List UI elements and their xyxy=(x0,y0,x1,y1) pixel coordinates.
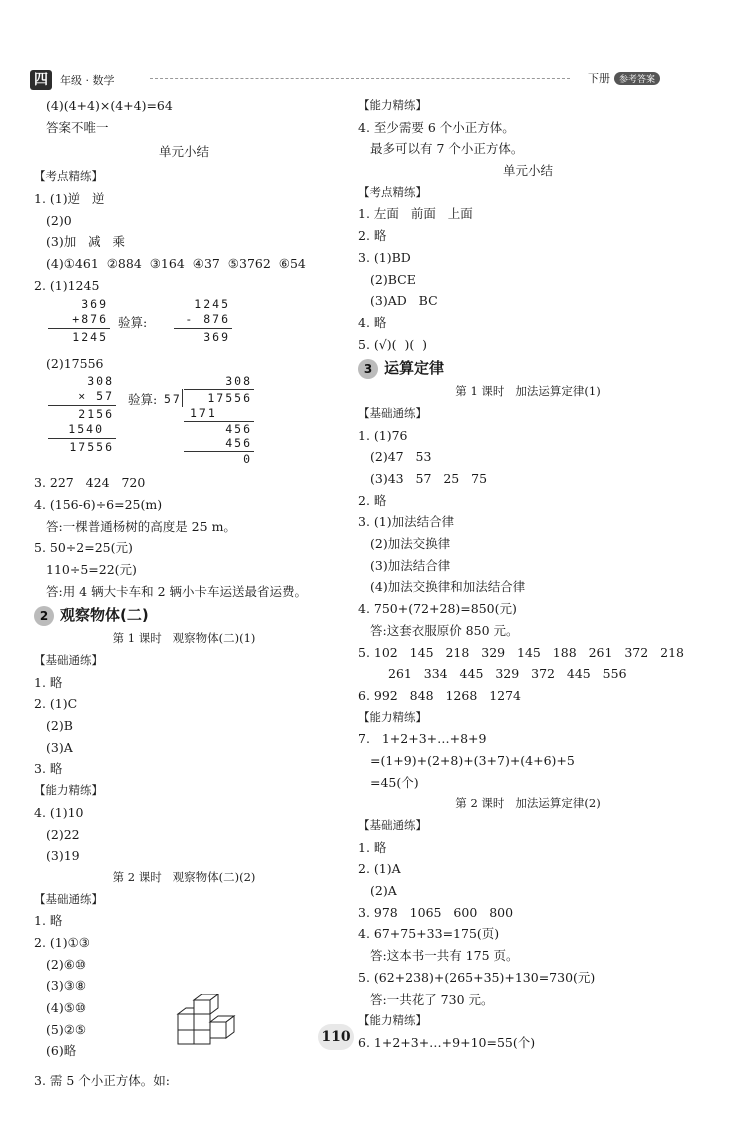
answer-line: 3. (1)BD xyxy=(358,249,411,265)
calc-row: 171 xyxy=(190,406,217,421)
answer-line: 7. 1+2+3+…+8+9 xyxy=(358,731,487,747)
section-tag: 【能力精练】 xyxy=(358,1013,427,1028)
lesson-title: 第 2 课时 观察物体(二)(2) xyxy=(112,869,256,884)
answer-line: 3. 978 1065 600 800 xyxy=(358,904,514,920)
answer-line: (3)加 减 乘 xyxy=(46,234,126,250)
section-tag: 【能力精练】 xyxy=(358,709,427,724)
answer-line: 1. 略 xyxy=(34,674,63,690)
answer-line: (3)③⑧ xyxy=(46,978,87,994)
answer-line: 答:一共花了 730 元。 xyxy=(370,991,494,1007)
text-line: 答案不唯一 xyxy=(46,119,109,135)
answer-line: (2)47 53 xyxy=(370,449,432,465)
addition-calc xyxy=(34,297,334,353)
calc-row: 1245 xyxy=(194,296,230,311)
answer-line: 6. 1+2+3+…+9+10=55(个) xyxy=(358,1034,536,1050)
multiplication-calc xyxy=(34,374,334,467)
calc-rule xyxy=(48,438,116,439)
answer-line: (4)⑤⑩ xyxy=(46,1000,87,1015)
answer-line: (2)22 xyxy=(46,826,80,842)
section-tag: 【基础通练】 xyxy=(34,891,103,906)
answer-line: (2)B xyxy=(46,718,73,734)
section-tag: 【基础通练】 xyxy=(34,653,103,667)
lesson-title: 第 1 课时 观察物体(二)(1) xyxy=(112,631,256,646)
unit-summary-title: 单元小结 xyxy=(158,144,209,160)
lesson-title: 第 1 课时 加法运算定律(1) xyxy=(455,384,601,399)
calc-row: 1245 xyxy=(72,329,108,344)
answer-line: 4. (156-6)÷6=25(m) xyxy=(34,496,163,512)
answer-line: 2. (1)A xyxy=(358,861,401,877)
calc-row: - 876 xyxy=(185,311,230,326)
page-number: 110 xyxy=(318,1024,354,1050)
division-bar xyxy=(184,389,254,390)
answer-line: (2)加法交换律 xyxy=(370,536,451,552)
calc-row: +876 xyxy=(72,311,108,326)
volume-label: 下册 xyxy=(588,72,610,85)
answer-line: 2. 略 xyxy=(358,492,387,508)
calc-rule xyxy=(174,328,232,329)
section-number: 2 xyxy=(34,606,54,626)
answer-line: 1. (1)逆 逆 xyxy=(34,191,105,207)
answer-line: (2)⑥⑩ xyxy=(46,956,87,972)
answer-line: (3)加法结合律 xyxy=(370,557,451,573)
section-title: 观察物体(二) xyxy=(60,606,149,625)
answer-line: 1. 略 xyxy=(34,913,63,929)
answer-line: (5)②⑤ xyxy=(46,1021,87,1037)
calc-row: 456 xyxy=(225,436,252,451)
answer-line: (3)43 57 25 75 xyxy=(370,471,488,486)
answer-line: 4. 略 xyxy=(358,314,387,330)
answer-line: (3)A xyxy=(46,739,73,755)
answer-line: 2. (1)C xyxy=(34,696,78,712)
quotient: 308 xyxy=(225,374,252,389)
calc-row: 17556 xyxy=(69,440,114,455)
answer-line: (4)①461 ②884 ③164 ④37 ⑤3762 ⑥54 xyxy=(46,256,306,272)
answer-line: (3)19 xyxy=(46,848,80,864)
calc-row: 0 xyxy=(243,452,252,467)
calc-row: 369 xyxy=(81,296,108,311)
header-volume xyxy=(588,70,660,86)
answer-line: 5. 102 145 218 329 145 188 261 372 218 xyxy=(358,644,684,660)
answer-line: 答:用 4 辆大卡车和 2 辆小卡车运送最省运费。 xyxy=(46,583,308,599)
lesson-title: 第 2 课时 加法运算定律(2) xyxy=(455,796,601,811)
calc-rule xyxy=(48,328,110,329)
answer-line: 答:这套衣服原价 850 元。 xyxy=(370,622,519,638)
answer-line: 3. 227 424 720 xyxy=(34,475,146,491)
answer-line: 2. 略 xyxy=(358,228,387,244)
answer-line: 110÷5=22(元) xyxy=(46,561,137,577)
calc-row: 1540 xyxy=(68,422,104,437)
answer-line: (2)0 xyxy=(46,212,72,228)
calc-row: × 57 xyxy=(78,389,114,404)
calc-row: 456 xyxy=(225,422,252,437)
answer-line: 最多可以有 7 个小正方体。 xyxy=(370,141,524,157)
answer-line: 4. 67+75+33=175(页) xyxy=(358,926,500,942)
answer-line: (2)17556 xyxy=(46,355,104,371)
section-number: 3 xyxy=(358,359,378,379)
header-divider xyxy=(150,78,570,79)
answer-line: 4. 至少需要 6 个小正方体。 xyxy=(358,119,515,135)
divisor: 57 xyxy=(164,392,182,407)
unit-summary-title: 单元小结 xyxy=(502,163,553,179)
header-subject: 年级 · 数学 xyxy=(60,74,115,87)
answer-line: 5. 50÷2=25(元) xyxy=(34,540,133,556)
answer-line: 5. (√)( )( ) xyxy=(358,336,428,352)
answer-line: 1. 左面 前面 上面 xyxy=(358,206,473,222)
answer-line: 答:一棵普通杨树的高度是 25 m。 xyxy=(46,518,236,534)
text-line: (4)(4+4)×(4+4)=64 xyxy=(46,98,173,113)
answer-line: (2)A xyxy=(370,883,397,899)
answer-line: 1. 略 xyxy=(358,839,387,855)
answer-line: 3. 略 xyxy=(34,761,63,777)
answer-line: (6)略 xyxy=(46,1043,77,1059)
section-tag: 【基础通练】 xyxy=(358,405,427,420)
calc-rule xyxy=(48,405,116,406)
cube-figure xyxy=(176,994,256,1046)
answer-line: 4. (1)10 xyxy=(34,804,84,820)
calc-row: 369 xyxy=(203,329,230,344)
section-tag: 【考点精练】 xyxy=(34,169,103,184)
calc-row: 308 xyxy=(87,374,114,389)
dividend: 17556 xyxy=(207,391,252,406)
answer-line: 1. (1)76 xyxy=(358,427,408,443)
answer-line: (2)BCE xyxy=(370,271,416,287)
section-tag: 【考点精练】 xyxy=(358,184,427,199)
section-tag: 【能力精练】 xyxy=(34,783,103,798)
answer-line: (3)AD BC xyxy=(370,293,438,309)
answer-line: =(1+9)+(2+8)+(3+7)+(4+6)+5 xyxy=(370,752,575,768)
answer-line: 3. (1)加法结合律 xyxy=(358,514,455,530)
answer-line: 答:这本书一共有 175 页。 xyxy=(370,948,519,964)
calc-row: 2156 xyxy=(78,407,114,422)
section-heading-3 xyxy=(358,355,698,381)
section-tag: 【能力精练】 xyxy=(358,98,427,112)
left-column xyxy=(34,95,334,1092)
section-title: 运算定律 xyxy=(384,359,445,378)
check-label: 验算: xyxy=(118,314,148,330)
right-column xyxy=(358,95,698,1054)
answer-line: 4. 750+(72+28)=850(元) xyxy=(358,601,517,617)
answer-line: 6. 992 848 1268 1274 xyxy=(358,687,522,703)
answer-line: =45(个) xyxy=(370,774,419,790)
answer-key-pill: 参考答案 xyxy=(614,72,660,85)
section-tag: 【基础通练】 xyxy=(358,818,427,832)
answer-line: 3. 需 5 个小正方体。如: xyxy=(34,1073,171,1089)
section-heading-2 xyxy=(34,602,334,628)
answer-line: 261 334 445 329 372 445 556 xyxy=(388,666,627,682)
answer-line: 2. (1)①③ xyxy=(34,934,91,950)
check-label: 验算: xyxy=(128,392,158,408)
grade-badge: 四 xyxy=(30,70,52,90)
answer-line: (4)加法交换律和加法结合律 xyxy=(370,579,526,595)
answer-line: 2. (1)1245 xyxy=(34,277,100,293)
answer-line: 5. (62+238)+(265+35)+130=730(元) xyxy=(358,969,596,985)
